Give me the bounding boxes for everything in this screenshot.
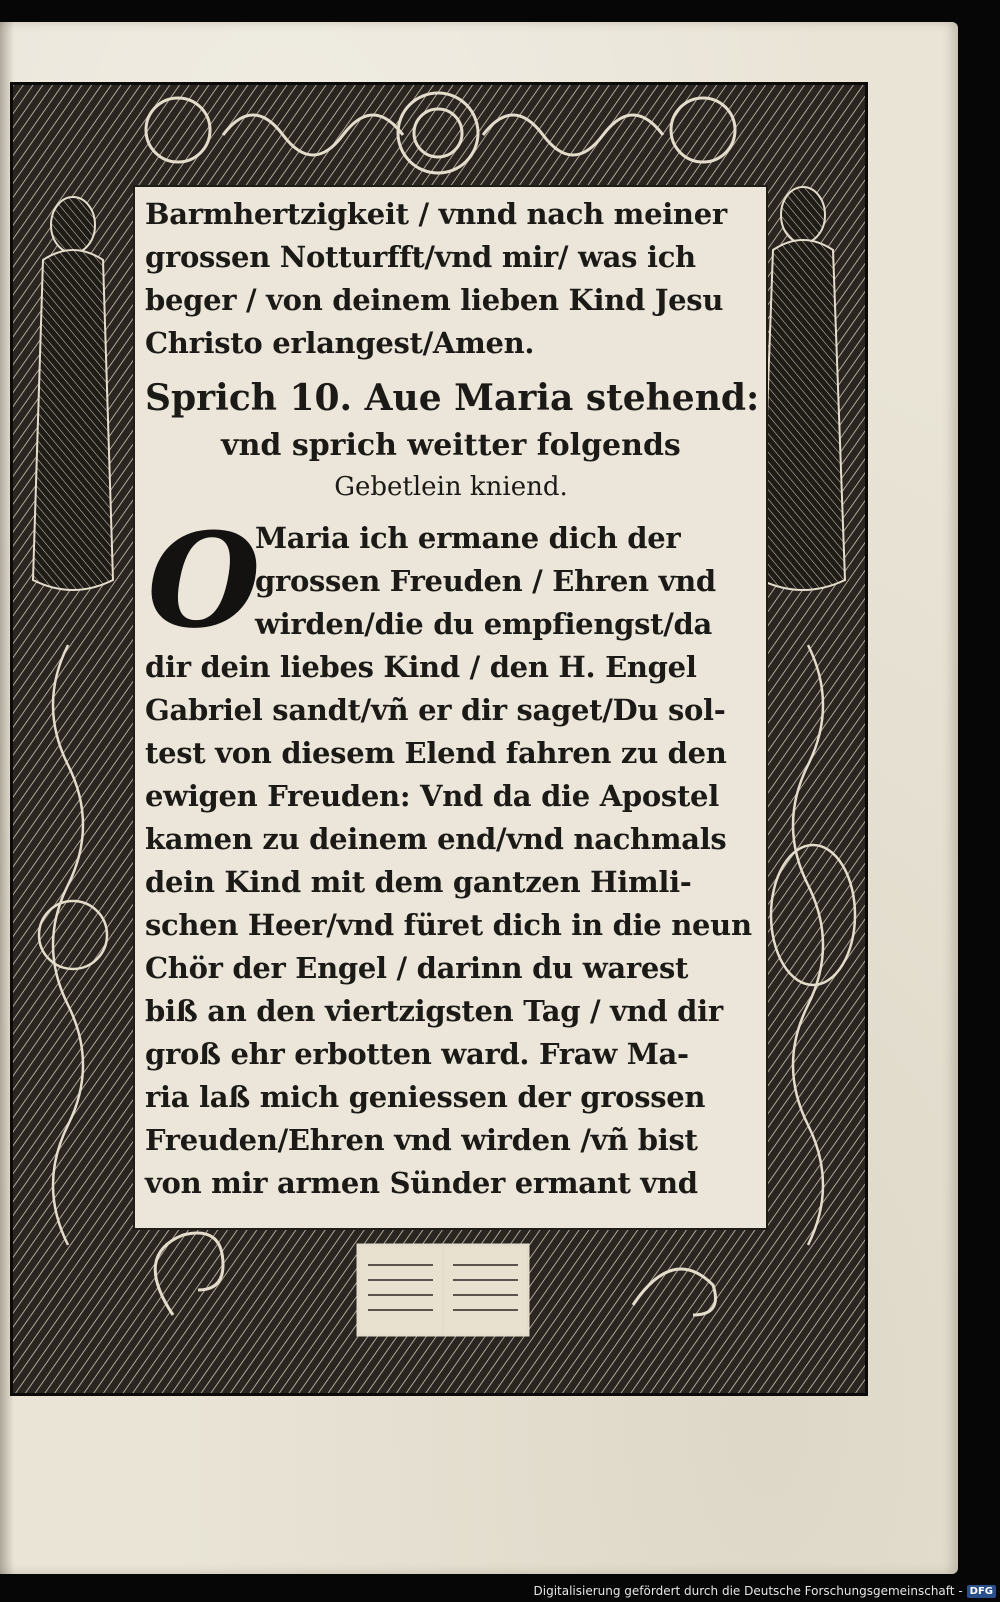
text-line: kamen zu deinem end/vnd nachmals <box>145 822 727 856</box>
rubric-subheading: vnd sprich weitter folgends <box>221 428 681 463</box>
text-panel <box>133 185 768 1230</box>
text-line: biß an den viertzigsten Tag / vnd dir <box>145 994 723 1028</box>
text-line: Freuden/Ehren vnd wirden /vñ bist <box>145 1123 698 1157</box>
text-line: schen Heer/vnd füret dich in die neun <box>145 908 752 942</box>
text-line: dein Kind mit dem gantzen Himli- <box>145 865 692 899</box>
text-line: grossen Notturfft/vnd mir/ was ich <box>145 240 696 274</box>
text-line: ewigen Freuden: Vnd da die Apostel <box>145 779 719 813</box>
digitization-credit <box>534 1584 997 1598</box>
decorated-initial: O <box>147 504 261 657</box>
woodcut-border <box>10 82 868 1396</box>
text-line: groß ehr erbotten ward. Fraw Ma- <box>145 1037 689 1071</box>
credit-text: Digitalisierung gefördert durch die Deutsche Forschungsgemeinschaft - <box>533 1584 963 1598</box>
text-line: von mir armen Sünder ermant vnd <box>145 1166 698 1200</box>
text-line: dir dein liebes Kind / den H. Engel <box>145 650 697 684</box>
dfg-logo: DFG <box>967 1585 996 1598</box>
text-line: Gabriel sandt/vñ er dir saget/Du sol- <box>145 693 726 727</box>
text-line: Maria ich ermane dich der <box>255 521 681 555</box>
text-line: Chör der Engel / darinn du warest <box>145 951 689 985</box>
text-line: Christo erlangest/Amen. <box>145 326 535 360</box>
text-line: ria laß mich geniessen der grossen <box>145 1080 706 1114</box>
text-line: wirden/die du empfiengst/da <box>255 607 712 641</box>
prayer-paragraph <box>145 504 757 1205</box>
text-block <box>145 193 760 1205</box>
rubric-heading: Sprich 10. Aue Maria stehend: <box>145 377 760 419</box>
text-line: Barmhertzigkeit / vnnd nach meiner <box>145 197 727 231</box>
text-line: test von diesem Elend fahren zu den <box>145 736 727 770</box>
text-line: beger / von deinem lieben Kind Jesu <box>145 283 724 317</box>
text-line: grossen Freuden / Ehren vnd <box>255 564 716 598</box>
rubric-caption: Gebetlein kniend. <box>334 472 568 502</box>
